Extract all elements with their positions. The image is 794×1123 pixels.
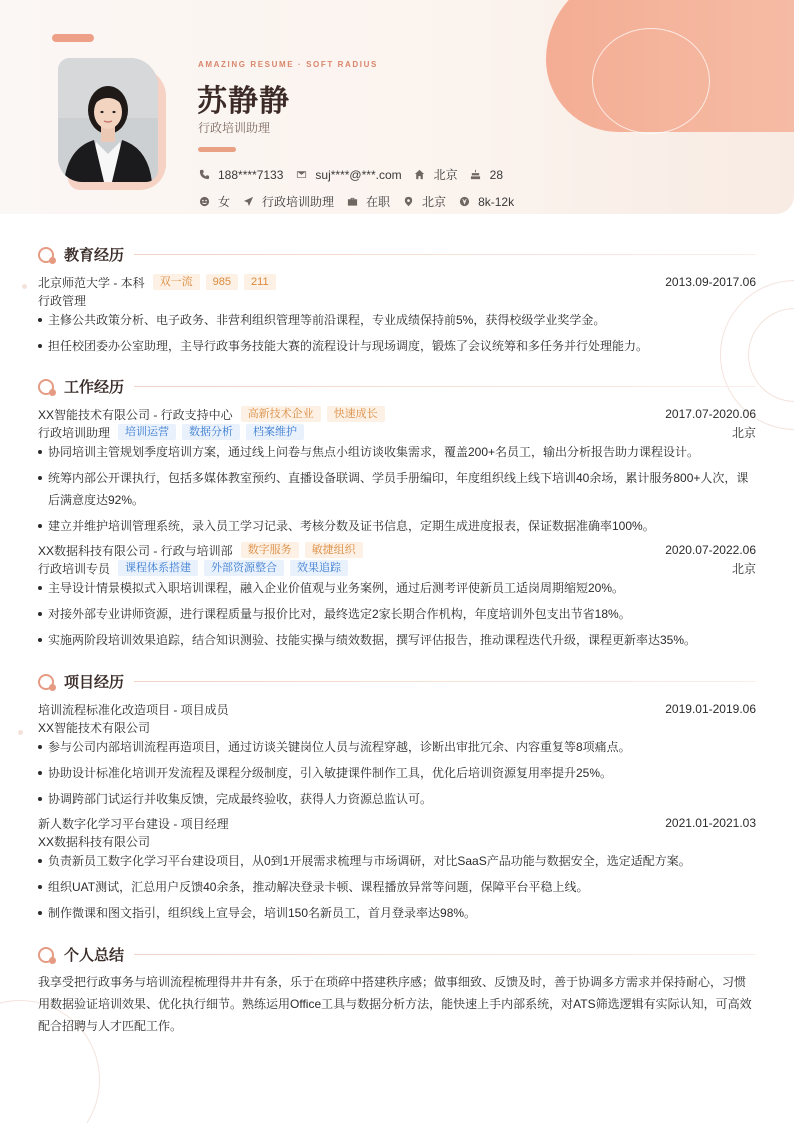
section-bullet-icon [38,378,56,396]
mail-icon [295,169,307,181]
job-status-item [346,193,390,210]
section-bullet-icon [38,246,56,264]
briefcase-icon [346,196,358,208]
salary-icon [458,196,470,208]
school-name: 北京师范大学 - 本科 [38,275,145,290]
school-tag: 双一流 [153,274,200,290]
email-item [295,168,401,182]
phone-icon [198,169,210,181]
job-header [38,405,756,423]
section-label: 工作经历 [64,379,125,396]
list-item: 建立并维护培训管理系统，录入员工学习记录、考核分数及证书信息，定期生成进度报表，保证数据准确率100%。 [38,515,756,537]
decoration-dot [22,284,27,289]
section-divider [134,681,756,682]
job-bullets [38,441,756,541]
company-tag: 敏捷组织 [305,542,363,558]
education-date: 2013.09-2017.06 [665,275,756,289]
list-item: 担任校团委办公室助理，主导行政事务技能大赛的流程设计与现场调度，锻炼了会议统筹和多任务并行处理能力。 [38,335,756,357]
projects-section-title [38,671,756,692]
job-bullets [38,577,756,655]
company-tag: 快速成长 [327,406,385,422]
project-org: XX数据科技有限公司 [38,834,151,849]
job-date: 2017.07-2020.06 [665,407,756,421]
project-name: 培训流程标准化改造项目 - 项目成员 [38,702,229,717]
candidate-role: 行政培训助理 [198,121,271,135]
work-section-title [38,376,756,397]
list-item: 协助设计标准化培训开发流程及课程分级制度，引入敏捷课件制作工具，优化后培训资源复用率提升25%。 [38,762,756,784]
summary-text: 我享受把行政事务与培训流程梳理得井井有条，乐于在琐碎中搭建秩序感；做事细致、反馈及时，善于协调多方需求并保持耐心，习惯用数据验证培训效果、优化执行细节。熟练运用Office工具与数据分析方法，能快速上手内部系统，对ATS筛选逻辑有实际认知，可高效配合招聘与人才匹配工作。 [38,975,752,1033]
list-item: 主修公共政策分析、电子政务、非营利组织管理等前沿课程，专业成绩保持前5%，获得校级学业奖学金。 [38,309,756,331]
list-item: 协调跨部门试运行并收集反馈，完成最终验收，获得人力资源总监认可。 [38,788,756,810]
project-org-row [38,718,756,736]
header-decoration-ring [592,28,710,134]
email-address: suj****@***.com [315,167,402,182]
section-label: 项目经历 [64,674,125,691]
position-name: 行政培训专员 [38,561,111,576]
education-section-title [38,244,756,265]
profile-photo [58,58,158,182]
home-city-item [414,166,458,183]
salary-item [458,195,514,209]
skill-tag: 数据分析 [182,424,240,440]
skill-tag: 档案维护 [246,424,304,440]
project-header [38,700,756,718]
education-bullets [38,309,756,361]
age-item [470,168,503,182]
home-icon [414,169,426,181]
company-tag: 高新技术企业 [241,406,321,422]
portrait-illustration [58,58,158,182]
target-role: 行政培训助理 [262,195,335,209]
section-label: 个人总结 [64,947,125,964]
project-org: XX智能技术有限公司 [38,720,151,735]
candidate-name: 苏静静 [197,85,290,118]
project-bullets [38,736,756,814]
skill-tag: 效果追踪 [290,560,348,576]
school-tag: 211 [244,274,276,290]
job-position-row [38,559,756,577]
job-status: 在职 [366,195,391,209]
project-date: 2019.01-2019.06 [665,702,756,716]
list-item: 参与公司内部培训流程再造项目，通过访谈关键岗位人员与流程穿越，诊断出审批冗余、内容重复等8项痛点。 [38,736,756,758]
section-divider [134,254,756,255]
education-major-row [38,291,756,309]
target-city: 北京 [422,195,447,209]
skill-tag: 课程体系搭建 [118,560,198,576]
list-item: 对接外部专业讲师资源，进行课程质量与报价比对，最终选定2家长期合作机构，年度培训外包支出节省18%。 [38,603,756,625]
project-name: 新人数字化学习平台建设 - 项目经理 [38,816,229,831]
phone-item [198,168,283,182]
job-position-row [38,423,756,441]
school-tag: 985 [206,274,238,290]
project-bullets [38,850,756,928]
location-pin-icon [402,196,414,208]
list-item: 实施两阶段培训效果追踪，结合知识测验、技能实操与绩效数据，撰写评估报告，推动课程迭代升级，课程更新率达35%。 [38,629,756,651]
skill-tag: 培训运营 [118,424,176,440]
gender-value: 女 [218,195,231,209]
list-item: 协同培训主管规划季度培训方案，通过线上问卷与焦点小组访谈收集需求，覆盖200+名员工，输出分析报告助力课程设计。 [38,441,756,463]
gender-icon [198,196,210,208]
target-role-item [242,193,334,210]
age-value: 28 [489,167,503,182]
position-name: 行政培训助理 [38,425,111,440]
home-city: 北京 [433,168,458,182]
phone-number: 188****7133 [218,167,284,182]
project-date: 2021.01-2021.03 [665,816,756,830]
cake-icon [470,169,482,181]
summary-section-title [38,944,756,965]
salary-range: 8k-12k [478,194,515,209]
job-city: 北京 [731,561,756,576]
name-accent-bar [198,147,236,152]
skill-tag: 外部资源整合 [204,560,284,576]
section-bullet-icon [38,946,56,964]
project-header [38,814,756,832]
company-name: XX智能技术有限公司 - 行政支持中心 [38,407,233,422]
list-item: 制作微课和图文指引，组织线上宣导会，培训150名新员工，首月登录率达98%。 [38,902,756,924]
section-label: 教育经历 [64,247,125,264]
list-item: 组织UAT测试，汇总用户反馈40余条，推动解决登录卡顿、课程播放异常等问题，保障平台平稳上线。 [38,876,756,898]
list-item: 统筹内部公开课执行，包括多媒体教室预约、直播设备联调、学员手册编印，年度组织线上线下培训40余场，累计服务800+人次，课后满意度达92%。 [38,467,756,511]
job-date: 2020.07-2022.06 [665,543,756,557]
decoration-dot [18,730,23,735]
section-divider [134,386,756,387]
company-tag: 数字服务 [241,542,299,558]
target-city-item [402,193,446,210]
section-bullet-icon [38,673,56,691]
header-accent-pill [52,34,94,42]
major-name: 行政管理 [38,293,87,308]
education-header [38,273,756,291]
company-name: XX数据科技有限公司 - 行政与培训部 [38,543,233,558]
profile-row [198,193,526,210]
send-icon [242,196,254,208]
job-header [38,541,756,559]
section-divider [134,954,756,955]
job-city: 北京 [731,425,756,440]
gender-item [198,193,230,210]
list-item: 负责新员工数字化学习平台建设项目，从0到1开展需求梳理与市场调研，对比SaaS产品功能与数据安全，选定适配方案。 [38,850,756,872]
list-item: 主导设计情景模拟式入职培训课程，融入企业价值观与业务案例，通过后测考评使新员工适岗周期缩短20%。 [38,577,756,599]
contact-row [198,166,515,183]
resume-eyebrow: AMAZING RESUME · SOFT RADIUS [198,60,378,69]
project-org-row [38,832,756,850]
